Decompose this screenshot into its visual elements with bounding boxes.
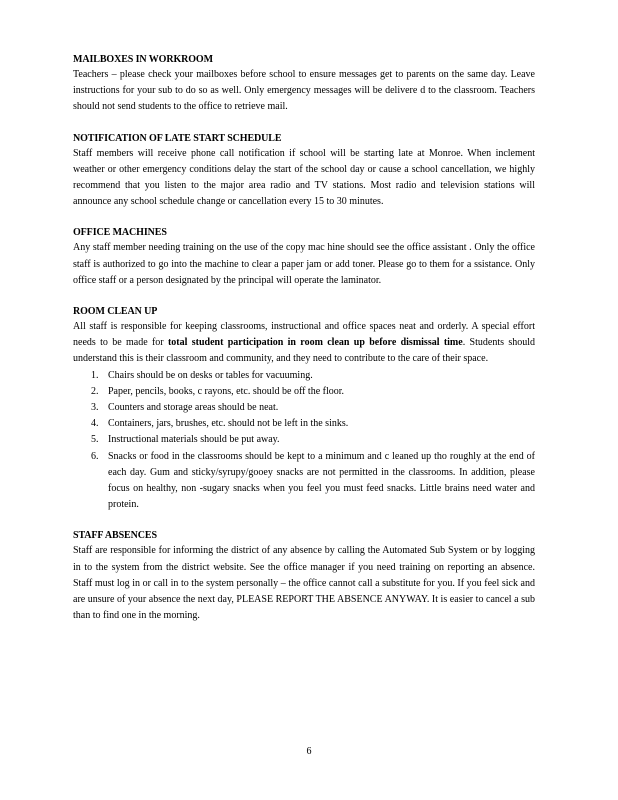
list-item	[73, 449, 535, 514]
emphasis-text: total student participation in room clean up before dismissal time	[167, 337, 463, 349]
section-room-clean-up	[73, 304, 535, 513]
list-item	[73, 368, 535, 384]
list-item	[73, 400, 535, 416]
list-item-text: Chairs should be on desks or tables for vacuuming.	[108, 369, 313, 381]
page-number: 6	[306, 746, 312, 757]
section-mailboxes	[73, 52, 535, 116]
section-heading: STAFF ABSENCES	[73, 530, 157, 542]
section-late-start	[73, 131, 535, 211]
paragraph-text: . Students should understand this is their classroom and community, and they need to contribute to the care of their space.	[73, 337, 535, 365]
list-item-text: Instructional materials should be put away.	[108, 434, 280, 446]
list-item-number: 2.	[91, 385, 99, 397]
section-heading: NOTIFICATION OF LATE START SCHEDULE	[73, 132, 282, 144]
list-item-number: 4.	[91, 418, 99, 430]
list-item	[73, 432, 535, 448]
list-item	[73, 384, 535, 400]
section-paragraph: Any staff member needing training on the use of the copy mac hine should see the office assistant . Only the office staff is authorized to go into the machine to clear a paper jam or add toner. Please go to them for a ssistance. Only office staff or a person designated by the principal will operate the laminator.	[73, 242, 535, 286]
section-heading: MAILBOXES IN WORKROOM	[73, 54, 213, 65]
section-office-machines	[73, 225, 535, 289]
list-item	[73, 416, 535, 432]
cleanup-list	[73, 368, 535, 514]
list-item-text: Counters and storage areas should be neat.	[108, 402, 279, 414]
section-staff-absences	[73, 528, 535, 624]
paragraph-text: All staff is responsible for keeping classrooms, instructional and office spaces neat and orderly. A special effort needs to be made for	[73, 321, 535, 349]
list-item-text: Paper, pencils, books, c rayons, etc. should be off the floor.	[108, 385, 345, 397]
section-paragraph: Teachers – please check your mailboxes before school to ensure messages get to parents on the same day. Leave instructions for your sub to do so as well. Only emergency messages will be delivere d to the classroom. Teachers should not send students to the office to retrieve mail.	[73, 69, 535, 113]
section-heading: OFFICE MACHINES	[73, 227, 167, 239]
section-paragraph: Staff are responsible for informing the district of any absence by calling the Automated Sub System or by logging in to the system from the district website. See the office manager if you need training on reporting an absence. Staff must log in or call in to the system personally – the office cannot call a substitute for you. If you feel sick and are unsure of your absence the next day, PLEASE REPORT THE ABSENCE ANYWAY. It is easier to cancel a sub than to find one in the morning.	[73, 545, 535, 622]
list-item-number: 1.	[91, 369, 99, 381]
section-heading: ROOM CLEAN UP	[73, 306, 158, 318]
list-item-number: 3.	[91, 402, 99, 414]
list-item-text: Snacks or food in the classrooms should be kept to a minimum and c leaned up tho roughly at the end of each day. Gum and sticky/syrupy/gooey snacks are not permitted in the classrooms. In addition, please focus on healthy, non -sugary snacks when you feel you must feed snacks. Little brains need water and protein.	[108, 450, 535, 511]
page-content	[73, 52, 535, 639]
list-item-text: Containers, jars, brushes, etc. should not be left in the sinks.	[108, 418, 349, 430]
list-item-number: 5.	[91, 434, 99, 446]
section-paragraph: Staff members will receive phone call notification if school will be starting late at Monroe. When inclement weather or other emergency conditions delay the start of the school day or cause a school cancellation, we highly recommend that you listen to the major area radio and TV stations. Most radio and television stations will announce any school schedule change or cancellation every 15 to 30 minutes.	[73, 147, 535, 208]
section-paragraph	[73, 319, 535, 368]
list-item-number: 6.	[91, 450, 99, 462]
